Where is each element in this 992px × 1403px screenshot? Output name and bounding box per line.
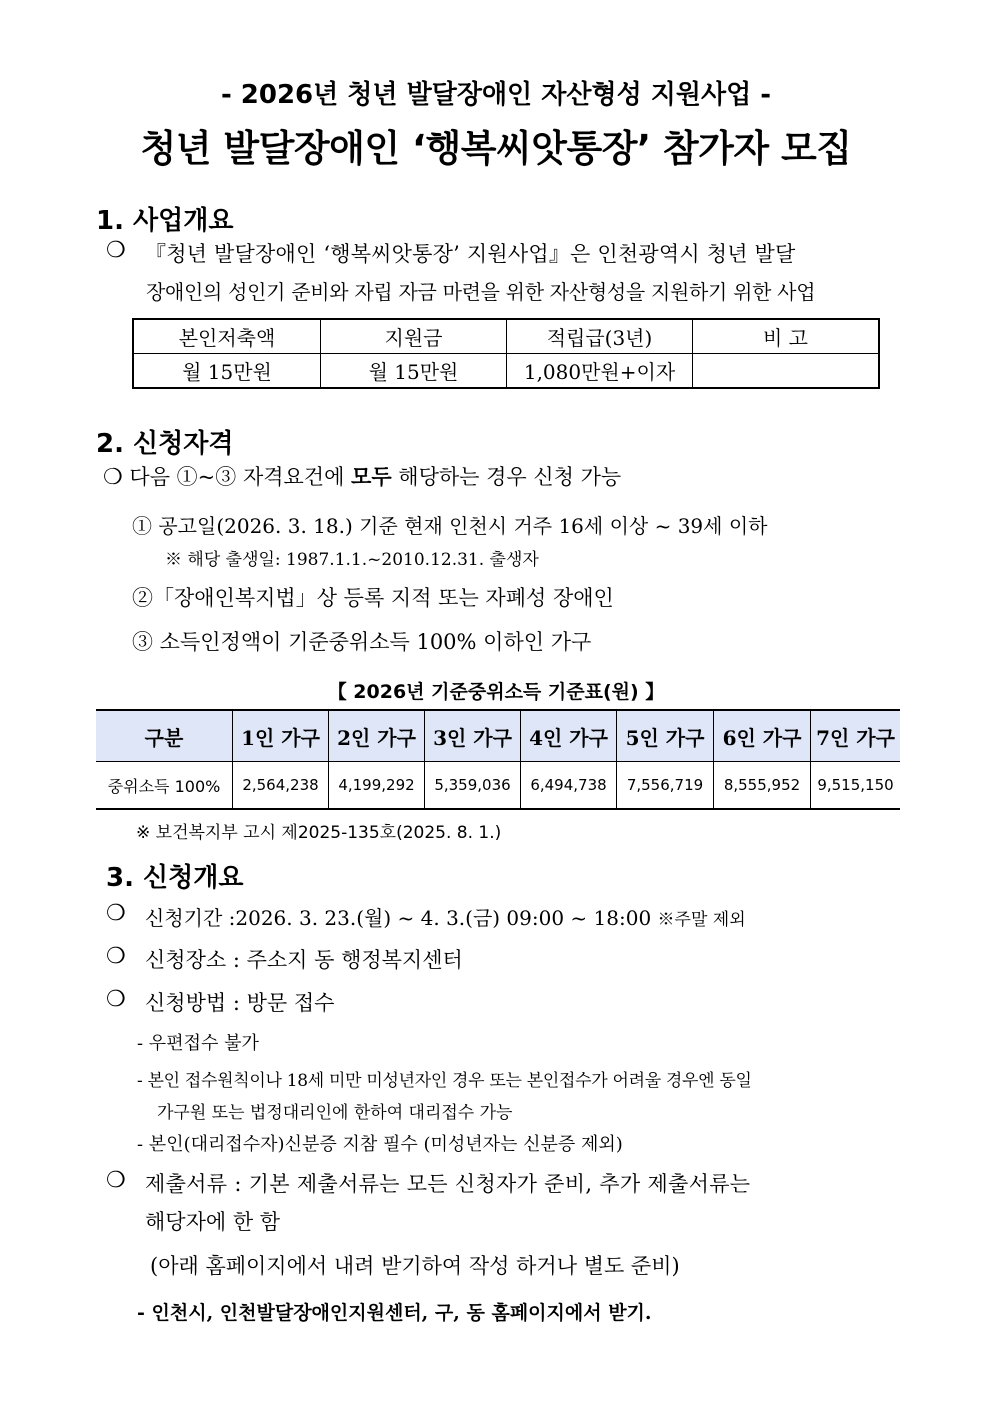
income-cell: 9,515,150: [811, 762, 901, 810]
income-cell: 4,199,292: [329, 762, 425, 810]
section1-heading: 1. 사업개요: [96, 206, 234, 236]
income-cell: 6,494,738: [521, 762, 617, 810]
savings-cell: 월 15만원: [321, 354, 507, 389]
method-detail-1: - 우편접수 불가: [137, 1033, 259, 1054]
bullet-icon: ❍: [106, 238, 126, 263]
period-text: 신청기간 :2026. 3. 23.(월) ~ 4. 3.(금) 09:00 ~ 18:00: [145, 906, 652, 930]
method-detail-3: - 본인(대리접수자)신분증 지참 필수 (미성년자는 신분증 제외): [137, 1134, 623, 1155]
bullet-icon: ❍: [106, 987, 126, 1012]
eligibility-item-2: ②「장애인복지법」상 등록 지적 또는 자폐성 장애인: [132, 586, 614, 610]
section2-intro: [103, 461, 621, 491]
income-table-note: ※ 보건복지부 고시 제2025-135호(2025. 8. 1.): [136, 823, 502, 843]
income-header-cell: 7인 가구: [811, 710, 901, 762]
intro-text: 다음 ①~③ 자격요건에: [129, 465, 352, 489]
income-cell: 2,564,238: [233, 762, 329, 810]
income-cell: 7,556,719: [617, 762, 714, 810]
savings-cell: 월 15만원: [133, 354, 321, 389]
bullet-icon: ❍: [106, 944, 126, 969]
income-row-label: 중위소득 100%: [96, 762, 233, 810]
eligibility-item-3: ③ 소득인정액이 기준중위소득 100% 이하인 가구: [132, 630, 592, 654]
savings-cell: [693, 354, 880, 389]
period-note: ※주말 제외: [657, 910, 746, 930]
intro-emphasis: 모두: [351, 464, 392, 489]
income-header-cell: 4인 가구: [521, 710, 617, 762]
page-subtitle: - 2026년 청년 발달장애인 자산형성 지원사업 -: [220, 80, 772, 110]
income-header-cell: 5인 가구: [617, 710, 714, 762]
page-title: 청년 발달장애인 ‘행복씨앗통장’ 참가자 모집: [140, 127, 852, 170]
savings-cell: 1,080만원+이자: [507, 354, 693, 389]
documents-note: (아래 홈페이지에서 내려 받기하여 작성 하거나 별도 준비): [150, 1254, 680, 1278]
documents-line1: 제출서류 : 기본 제출서류는 모든 신청자가 준비, 추가 제출서류는: [145, 1172, 751, 1196]
documents-line2: 해당자에 한 함: [145, 1210, 281, 1234]
eligibility-item-1: ① 공고일(2026. 3. 18.) 기준 현재 인천시 거주 16세 이상 ~ 39세 이하: [132, 514, 768, 538]
income-table-row: [96, 762, 900, 810]
section2-heading: 2. 신청자격: [96, 429, 234, 459]
income-table-header-row: [96, 710, 900, 762]
section1-desc-line2: 장애인의 성인기 준비와 자립 자금 마련을 위한 자산형성을 지원하기 위한 사업: [146, 280, 816, 304]
method-detail-2-cont: 가구원 또는 법정대리인에 한하여 대리접수 가능: [157, 1103, 513, 1123]
intro-text: 해당하는 경우 신청 가능: [391, 465, 622, 489]
income-header-cell: 구분: [96, 710, 233, 762]
income-table: [96, 709, 900, 810]
application-method: 신청방법 : 방문 접수: [145, 991, 335, 1015]
income-header-cell: 2인 가구: [329, 710, 425, 762]
income-cell: 5,359,036: [425, 762, 521, 810]
income-cell: 8,555,952: [714, 762, 811, 810]
documents-download-info: - 인천시, 인천발달장애인지원센터, 구, 동 홈페이지에서 받기.: [137, 1302, 652, 1324]
savings-header-cell: 본인저축액: [133, 319, 321, 354]
bullet-icon: ❍: [106, 1168, 126, 1193]
savings-header-cell: 비 고: [693, 319, 880, 354]
bullet-icon: ❍: [106, 901, 126, 926]
section3-heading: 3. 신청개요: [106, 863, 244, 893]
eligibility-item-1-note: ※ 해당 출생일: 1987.1.1.~2010.12.31. 출생자: [165, 550, 539, 570]
bullet-icon: ❍: [103, 465, 123, 490]
savings-table: [132, 318, 880, 389]
savings-table-row: [133, 354, 879, 389]
income-header-cell: 1인 가구: [233, 710, 329, 762]
savings-header-cell: 적립급(3년): [507, 319, 693, 354]
income-table-caption: 【 2026년 기준중위소득 기준표(원) 】: [327, 681, 665, 703]
income-header-cell: 6인 가구: [714, 710, 811, 762]
section1-desc-line1: 『청년 발달장애인 ‘행복씨앗통장’ 지원사업』은 인천광역시 청년 발달: [145, 242, 796, 266]
savings-header-cell: 지원금: [321, 319, 507, 354]
income-header-cell: 3인 가구: [425, 710, 521, 762]
method-detail-2: - 본인 접수원칙이나 18세 미만 미성년자인 경우 또는 본인접수가 어려울 경우엔 동일: [137, 1071, 752, 1091]
application-period: [145, 902, 746, 931]
savings-table-header-row: [133, 319, 879, 354]
application-place: 신청장소 : 주소지 동 행정복지센터: [145, 948, 463, 972]
